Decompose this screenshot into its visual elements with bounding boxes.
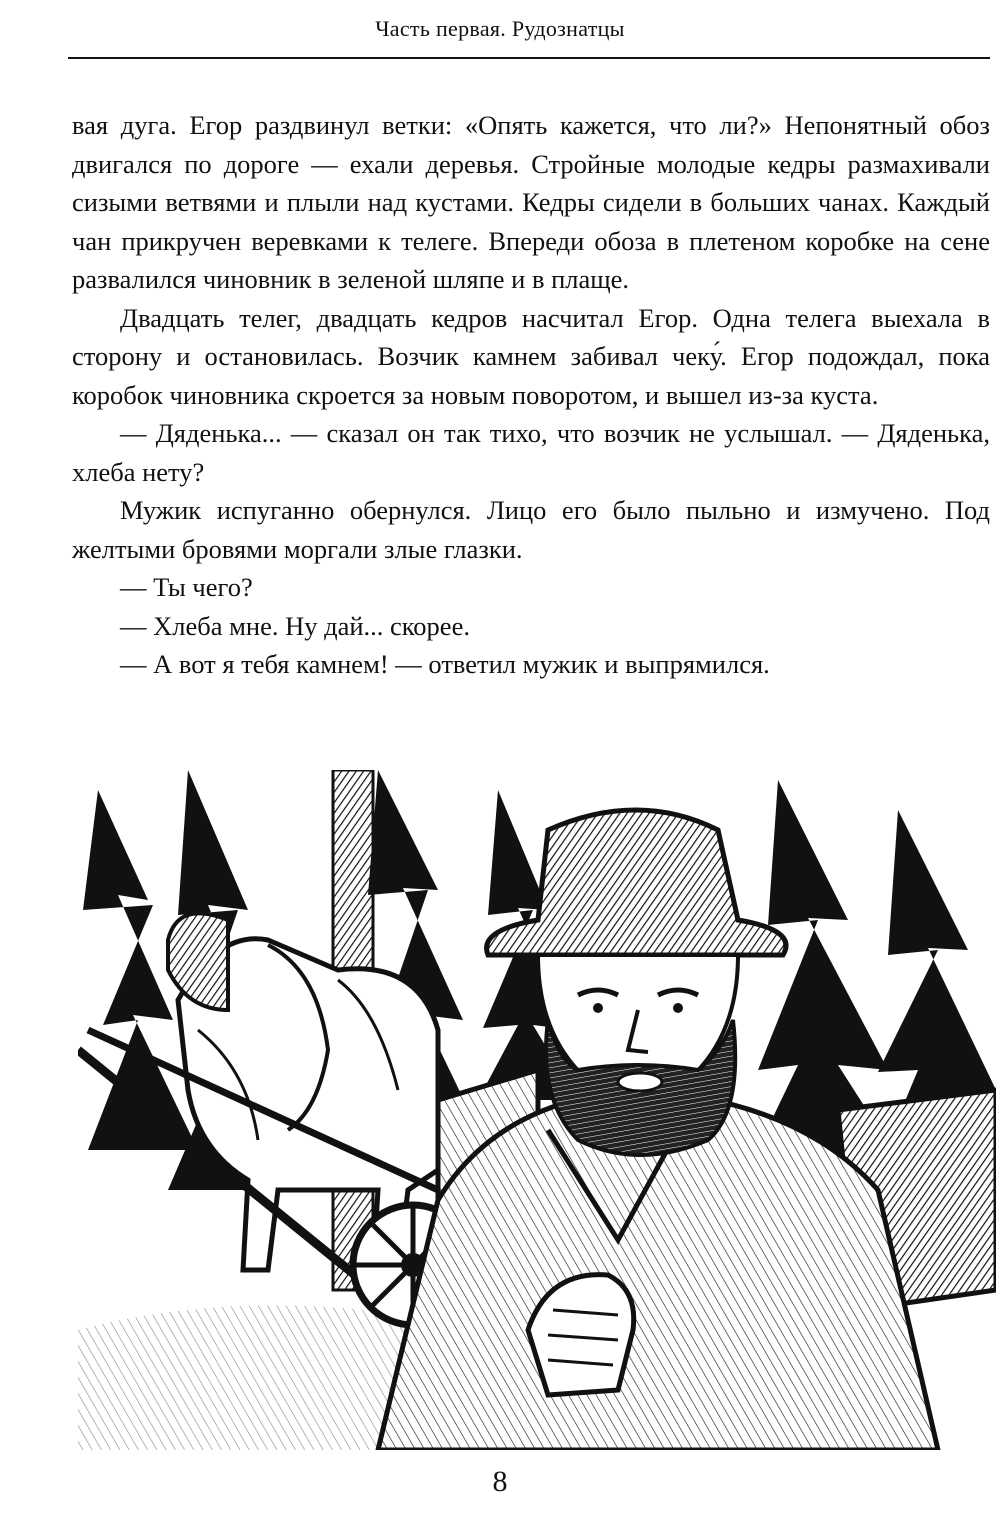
paragraph: — Ты чего?	[120, 572, 253, 602]
woodcut-illustration	[78, 770, 996, 1450]
paragraph: вая дуга. Егор раздвинул ветки: «Опять кажется, что ли?» Непонятный обоз двигался по дороге — ехали деревья. Стройные молодые кедры размахивали сизыми ветвями и плыли над кустами. Кедры сидели в больших чанах. Каждый чан прикручен веревками к телеге. Впереди обоза в плетеном коробке на сене развалился чиновник в зеленой шляпе и в плаще.	[72, 110, 990, 294]
paragraph: — Дяденька... — сказал он так тихо, что возчик не услышал. — Дяденька, хлеба нету?	[72, 418, 990, 487]
paragraph: — А вот я тебя камнем! — ответил мужик и выпрямился.	[120, 649, 770, 679]
page-number: 8	[492, 1465, 508, 1498]
paragraph: Двадцать телег, двадцать кедров насчитал Егор. Одна телега выехала в сторону и остановилась. Возчик камнем забивал чеку́. Егор подождал, пока коробок чиновника скроется за новым поворотом, и вышел из-за куста.	[72, 302, 990, 410]
paragraph: — Хлеба мне. Ну дай... скорее.	[120, 610, 470, 641]
paragraph: Мужик испуганно обернулся. Лицо его было пыльно и измучено. Под желтыми бровями моргали злые глазки.	[72, 495, 990, 564]
header-rule	[68, 57, 990, 59]
body-text	[72, 106, 990, 684]
running-head: Часть первая. Рудознатцы	[375, 16, 625, 41]
